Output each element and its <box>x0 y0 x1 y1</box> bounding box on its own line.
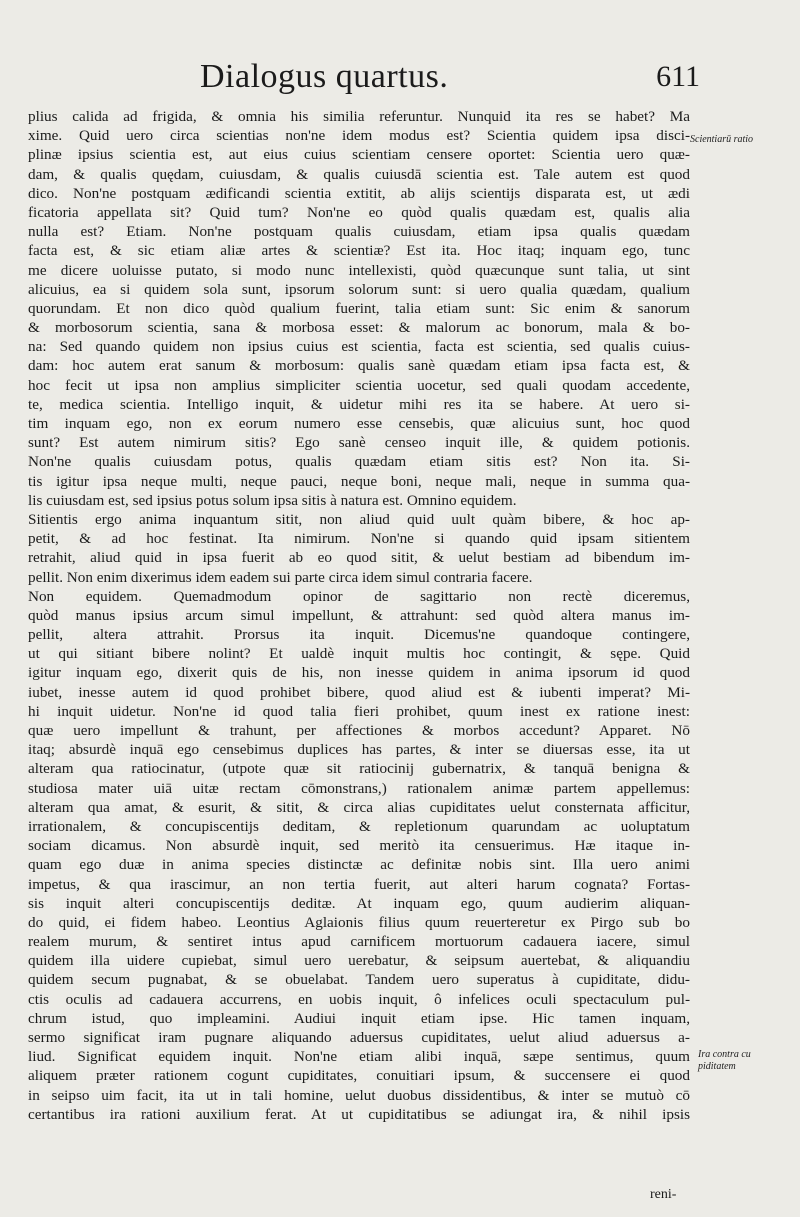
text-line: Non'ne qualis cuiusdam potus, qualis quædam etiam sitis est? Non ita. Si- <box>28 453 690 471</box>
page-number: 611 <box>656 60 700 93</box>
body-text <box>28 107 690 1124</box>
text-line: tim inquam ego, non ex eorum numero esse censebis, quæ alicuius sunt, hoc quod <box>28 415 690 432</box>
text-line: hi inquit uidetur. Non'ne id quod talia fieri prohibet, quum inest ex ratione inest: <box>28 702 690 720</box>
text-line: lis cuiusdam est, sed ipsius potus solum ipsa sitis à natura est. Omnino equidem. <box>28 491 517 509</box>
text-line: iubet, inesse autem id quod prohibet bibere, quod aliud est & iubenti imperat? Mi- <box>28 683 690 701</box>
catchword: reni- <box>650 1187 677 1202</box>
text-line: quòd manus ipsius arcum simul impellunt, & attrahunt: sed quòd altera manus im- <box>28 606 690 624</box>
text-line: & morbosorum scientia, sana & morbosa esset: & malorum ac bonorum, mala & bo- <box>28 319 690 337</box>
text-line: sermo significat iram pugnare aliquando aduersus cupiditates, uelut aliud aduersus a- <box>28 1029 690 1046</box>
text-line: sociam dicamus. Non absurdè inquit, sed meritò ita censuerimus. Hæ itaque in- <box>28 837 690 855</box>
text-line: sis inquit alteri concupiscentijs deditæ. At inquam ego, quum audierim aliquan- <box>28 894 690 912</box>
text-line: liud. Significat equidem inquit. Non'ne etiam alibi inquā, sæpe sentimus, quum <box>28 1048 690 1066</box>
text-line: tis igitur ipsa neque multi, neque pauci, neque boni, neque mali, neque in summa qua- <box>28 472 690 490</box>
text-line: itaq; absurdè inquā ego censebimus duplices has partes, & inter se diuersas esse, ita ut <box>28 741 690 759</box>
text-line: certantibus ira rationi auxilium ferat. At ut cupiditatibus se adiungat ira, & nihil ipsis <box>28 1105 690 1123</box>
text-line: pellit. Non enim dixerimus idem eadem sui parte circa idem simul contraria facere. <box>28 568 533 586</box>
text-line: te, medica scientia. Intelligo inquit, & uidetur mihi res ita se habere. At uero si- <box>28 395 690 413</box>
text-line: plius calida ad frigida, & omnia his similia referuntur. Nunquid ita res se habet? Ma <box>28 108 690 125</box>
text-line: facta est, & sic etiam aliæ artes & scientiæ? Est ita. Hoc itaq; inquam ego, tunc <box>28 242 690 260</box>
text-line: quæ uero impellunt & trahunt, per affectiones & morbos accedunt? Apparet. Nō <box>28 722 690 739</box>
text-line: na: Sed quando quidem non ipsius cuius est scientia, facta est scientia, sed qualis cuius- <box>28 338 690 356</box>
text-line: xime. Quid uero circa scientias non'ne idem modus est? Scientia quidem ipsa disci- <box>28 127 690 145</box>
text-line: do quid, ei fidem habeo. Leontius Aglaionis filius quum reuerteretur ex Pirgo sub bo <box>28 913 690 931</box>
page-header <box>60 58 700 104</box>
text-line: realem murum, & sentiret intus apud carnificem mortuorum cadauera iacere, simul <box>28 933 690 951</box>
text-line: sunt? Est autem nimirum sitis? Ego sanè censeo inquit ille, & quidem potionis. <box>28 434 690 452</box>
text-line: alteram qua amat, & esurit, & sitit, & circa alias cupiditates uelut consternata afficitur, <box>28 798 690 816</box>
text-line: plinæ ipsius scientia est, aut eius cuius scientiam censere oportet: Scientia uero quæ- <box>28 146 690 164</box>
text-line: alicuius, ea si quidem sola sunt, ipsorum solorum sunt: si uero qualia quædam, qualium <box>28 280 690 298</box>
text-line: retrahit, aliud quid in ipsa fuerit ab eo quod sitit, & uelut bestiam ad bibendum im- <box>28 549 690 567</box>
text-line: nulla est? Etiam. Non'ne postquam qualis cuiusdam, etiam ipsa qualis quædam <box>28 223 690 241</box>
text-line: me dicere uoluisse putato, si modo nunc intellexisti, quòd quæcunque sunt talia, ut sint <box>28 261 690 279</box>
text-line: irrationalem, & concupiscentijs deditam, & repletionum quarundam ac uoluptatum <box>28 817 690 835</box>
text-line: quam ego duæ in anima species distinctæ ac definitæ nobis sint. Illa uero animi <box>28 856 690 874</box>
text-line: quidem secum pugnabat, & se obuelabat. Tandem uero superatus à cupiditate, didu- <box>28 971 690 989</box>
text-line: hoc fecit ut ipsa non amplius simpliciter scientia uocetur, sed quali quodam accedente, <box>28 376 690 394</box>
text-line: ficatoria appellata sit? Quid tum? Non'ne eo quòd qualis quædam est, qualis alia <box>28 203 690 221</box>
text-line: ctis oculis ad cadauera accurrens, en uobis inquit, ô infelices oculi spectaculum pul- <box>28 990 690 1008</box>
text-line: dam, & qualis quędam, cuiusdam, & qualis cuiusdā scientia est. Tale autem est quod <box>28 165 690 183</box>
text-line: quorundam. Et non dico quòd qualium fuerint, talia etiam sunt: Sic enim & sanorum <box>28 299 690 317</box>
text-line: chrum istud, quo impleamini. Audiui inquit etiam ipse. Hic tamen inquam, <box>28 1009 690 1027</box>
text-line: igitur inquam ego, dixerit quis de his, non inesse quidem in anima ipsorum id quod <box>28 664 690 682</box>
text-line: dam: hoc autem erat sanum & morbosum: qualis sanè quædam etiam ipsa facta est, & <box>28 357 690 375</box>
text-line: pellit, altera attrahit. Prorsus ita inquit. Dicemus'ne quandoque contingere, <box>28 626 690 644</box>
text-line: dico. Non'ne postquam ædificandi scientia extitit, ab alijs scientijs disparata est, ut ædi <box>28 184 690 202</box>
text-line: aliquem præter rationem cogunt cupiditates, conuitiari ipsum, & succensere ei quod <box>28 1067 690 1085</box>
margin-note-ira: Ira contra cu piditatem <box>698 1049 751 1072</box>
text-line: alteram qua ratiocinatur, (utpote quæ sit ratiocinij gubernatrix, & tanquā benigna & <box>28 760 690 778</box>
text-line: quidem illa uidere cupiebat, simul uero uerebatur, & seipsum auertebat, & aliquandiu <box>28 952 690 970</box>
text-line: impetus, & qua irascimur, an non tertia fuerit, aut alteri harum cognata? Fortas- <box>28 875 690 893</box>
text-line: Sitientis ergo anima inquantum sitit, non aliud quid uult quàm bibere, & hoc ap- <box>28 510 690 528</box>
text-line: petit, & ad hoc festinat. Ita nimirum. Non'ne si quando quid ipsam sitientem <box>28 530 690 548</box>
text-line: ut qui sitiant bibere nolint? Et ualdè inquit multis hoc contingit, & sępe. Quid <box>28 645 690 663</box>
text-line: Non equidem. Quemadmodum opinor de sagittario non rectè diceremus, <box>28 587 690 605</box>
text-line: in seipso uim facit, ita ut in tali homine, uelut duobus dissidentibus, & inter se mutuò cō <box>28 1086 690 1104</box>
text-line: studiosa mater uiā uitæ rectam cōmonstrans,) rationalem animæ partem appellemus: <box>28 779 690 797</box>
margin-note-scientiarum: Scientiarū ratio <box>690 134 754 145</box>
running-title: Dialogus quartus. <box>200 58 449 95</box>
